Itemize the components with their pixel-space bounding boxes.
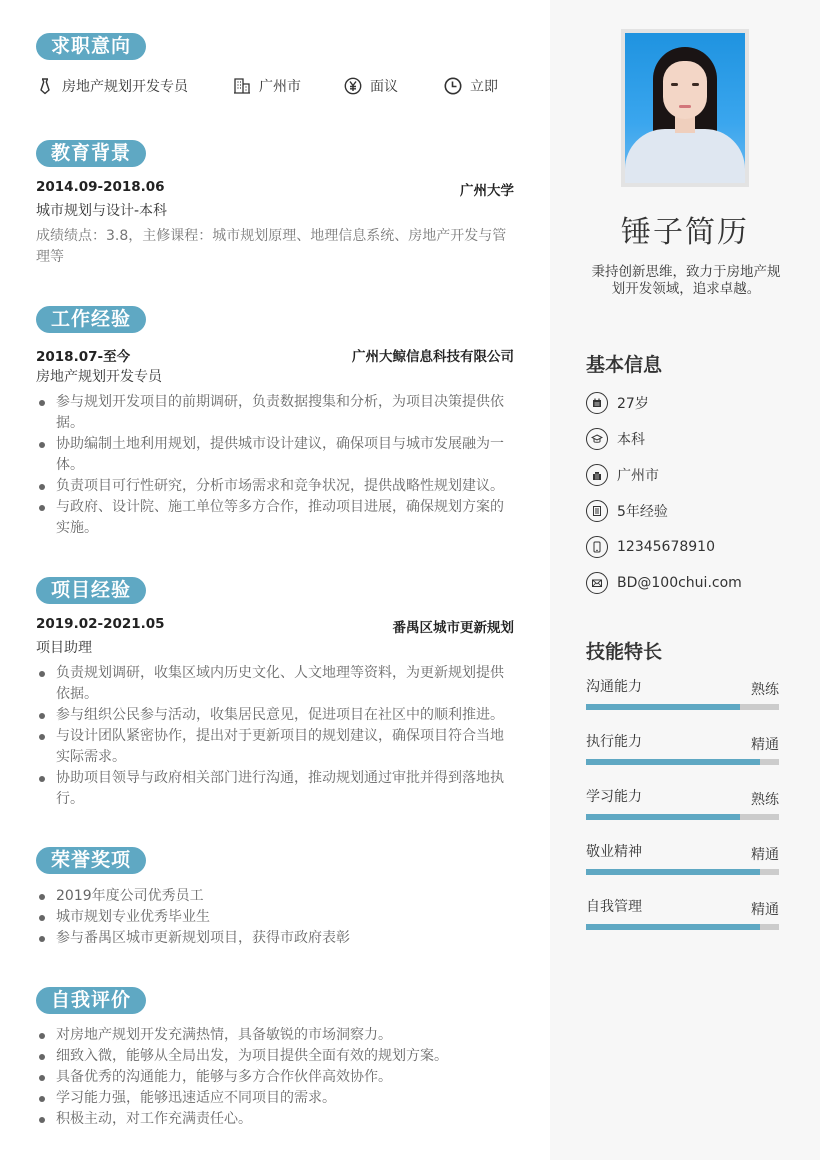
list-item: 协助编制土地利用规划，提供城市设计建议，确保项目与城市发展融为一体。 [36, 434, 516, 476]
work-company: 广州大鲸信息科技有限公司 [352, 349, 514, 365]
work-duties-list [36, 392, 516, 539]
list-item: 对房地产规划开发充满热情，具备敏锐的市场洞察力。 [36, 1025, 516, 1046]
skill-progress-bar [586, 759, 779, 765]
intent-availability-text: 立即 [470, 79, 498, 95]
section-title-basic-info: 基本信息 [586, 354, 663, 376]
info-degree-text: 本科 [617, 432, 645, 448]
profile-photo [621, 29, 749, 187]
education-major: 城市规划与设计-本科 [36, 203, 168, 219]
graduation-cap-icon [586, 428, 608, 450]
skill-progress-bar [586, 924, 779, 930]
yen-icon [344, 77, 362, 95]
list-item: 负责规划调研，收集区域内历史文化、人文地理等资料，为更新规划提供依据。 [36, 663, 516, 705]
skill-item [586, 729, 779, 784]
skill-level: 熟练 [751, 792, 779, 808]
sidebar [550, 0, 820, 1160]
skill-name: 沟通能力 [586, 679, 642, 695]
skill-level: 精通 [751, 847, 779, 863]
section-title-work: 工作经验 [36, 306, 146, 333]
tie-icon [36, 77, 54, 95]
info-city-text: 广州市 [617, 468, 659, 484]
list-item: 学习能力强，能够迅速适应不同项目的需求。 [36, 1088, 516, 1109]
section-title-intent: 求职意向 [36, 33, 146, 60]
intent-salary [344, 74, 398, 98]
intent-position [36, 74, 188, 98]
self-evaluation-list [36, 1025, 516, 1130]
clock-icon [444, 77, 462, 95]
document-icon [586, 500, 608, 522]
list-item: 具备优秀的沟通能力，能够与多方合作伙伴高效协作。 [36, 1067, 516, 1088]
profile-motto: 秉持创新思维，致力于房地产规划开发领域，追求卓越。 [591, 264, 781, 297]
project-duties-list [36, 663, 516, 810]
skill-name: 学习能力 [586, 789, 642, 805]
project-name: 番禺区城市更新规划 [392, 620, 514, 636]
honors-list [36, 886, 516, 949]
list-item: 与政府、设计院、施工单位等多方合作，推动项目进展，确保规划方案的实施。 [36, 497, 516, 539]
mail-icon [586, 572, 608, 594]
skill-level: 精通 [751, 902, 779, 918]
section-title-self-evaluation: 自我评价 [36, 987, 146, 1014]
intent-salary-text: 面议 [370, 79, 398, 95]
building-icon [233, 77, 251, 95]
skill-progress-bar [586, 814, 779, 820]
info-age [586, 385, 786, 421]
profile-name: 锤子简历 [621, 215, 749, 250]
project-role: 项目助理 [36, 640, 92, 656]
phone-icon [586, 536, 608, 558]
education-header [36, 179, 514, 199]
skill-level: 精通 [751, 737, 779, 753]
education-detail: 成绩绩点：3.8，主修课程：城市规划原理、地理信息系统、房地产开发与管理等 [36, 228, 507, 265]
intent-city-text: 广州市 [259, 79, 301, 95]
list-item: 积极主动，对工作充满责任心。 [36, 1109, 516, 1130]
project-period: 2019.02-2021.05 [36, 616, 165, 632]
intent-availability [444, 74, 498, 98]
info-city [586, 457, 786, 493]
avatar [625, 33, 745, 183]
info-experience-text: 5年经验 [617, 504, 668, 520]
list-item: 参与组织公民参与活动，收集居民意见，促进项目在社区中的顺利推进。 [36, 705, 516, 726]
list-item: 2019年度公司优秀员工 [36, 886, 516, 907]
basic-info-list [586, 385, 786, 601]
skill-item [586, 784, 779, 839]
list-item: 城市规划专业优秀毕业生 [36, 907, 516, 928]
section-title-project: 项目经验 [36, 577, 146, 604]
city-icon [586, 464, 608, 486]
project-header [36, 616, 514, 636]
info-email-text: BD@100chui.com [617, 575, 742, 591]
info-phone-text: 12345678910 [617, 539, 715, 555]
list-item: 协助项目领导与政府相关部门进行沟通，推动规划通过审批并得到落地执行。 [36, 768, 516, 810]
intent-city [233, 74, 301, 98]
work-period: 2018.07-至今 [36, 349, 131, 365]
list-item: 与设计团队紧密协作，提出对于更新项目的规划建议，确保项目符合当地实际需求。 [36, 726, 516, 768]
skills-list [586, 674, 779, 949]
list-item: 参与规划开发项目的前期调研，负责数据搜集和分析，为项目决策提供依据。 [36, 392, 516, 434]
list-item: 负责项目可行性研究，分析市场需求和竞争状况，提供战略性规划建议。 [36, 476, 516, 497]
education-school: 广州大学 [460, 183, 514, 199]
work-header [36, 345, 514, 365]
skill-item [586, 674, 779, 729]
info-experience [586, 493, 786, 529]
skill-item [586, 839, 779, 894]
section-title-skills: 技能特长 [586, 641, 663, 663]
info-email [586, 565, 786, 601]
section-title-education: 教育背景 [36, 140, 146, 167]
calendar-icon [586, 392, 608, 414]
skill-item [586, 894, 779, 949]
job-intent-row [36, 74, 516, 98]
skill-name: 自我管理 [586, 899, 642, 915]
skill-name: 执行能力 [586, 734, 642, 750]
info-degree [586, 421, 786, 457]
info-phone [586, 529, 786, 565]
skill-level: 熟练 [751, 682, 779, 698]
list-item: 细致入微，能够从全局出发，为项目提供全面有效的规划方案。 [36, 1046, 516, 1067]
info-age-text: 27岁 [617, 396, 649, 412]
skill-progress-bar [586, 704, 779, 710]
skill-name: 敬业精神 [586, 844, 642, 860]
intent-position-text: 房地产规划开发专员 [62, 79, 188, 95]
education-period: 2014.09-2018.06 [36, 179, 165, 195]
list-item: 参与番禺区城市更新规划项目，获得市政府表彰 [36, 928, 516, 949]
skill-progress-bar [586, 869, 779, 875]
section-title-honors: 荣誉奖项 [36, 847, 146, 874]
work-role: 房地产规划开发专员 [36, 369, 162, 385]
